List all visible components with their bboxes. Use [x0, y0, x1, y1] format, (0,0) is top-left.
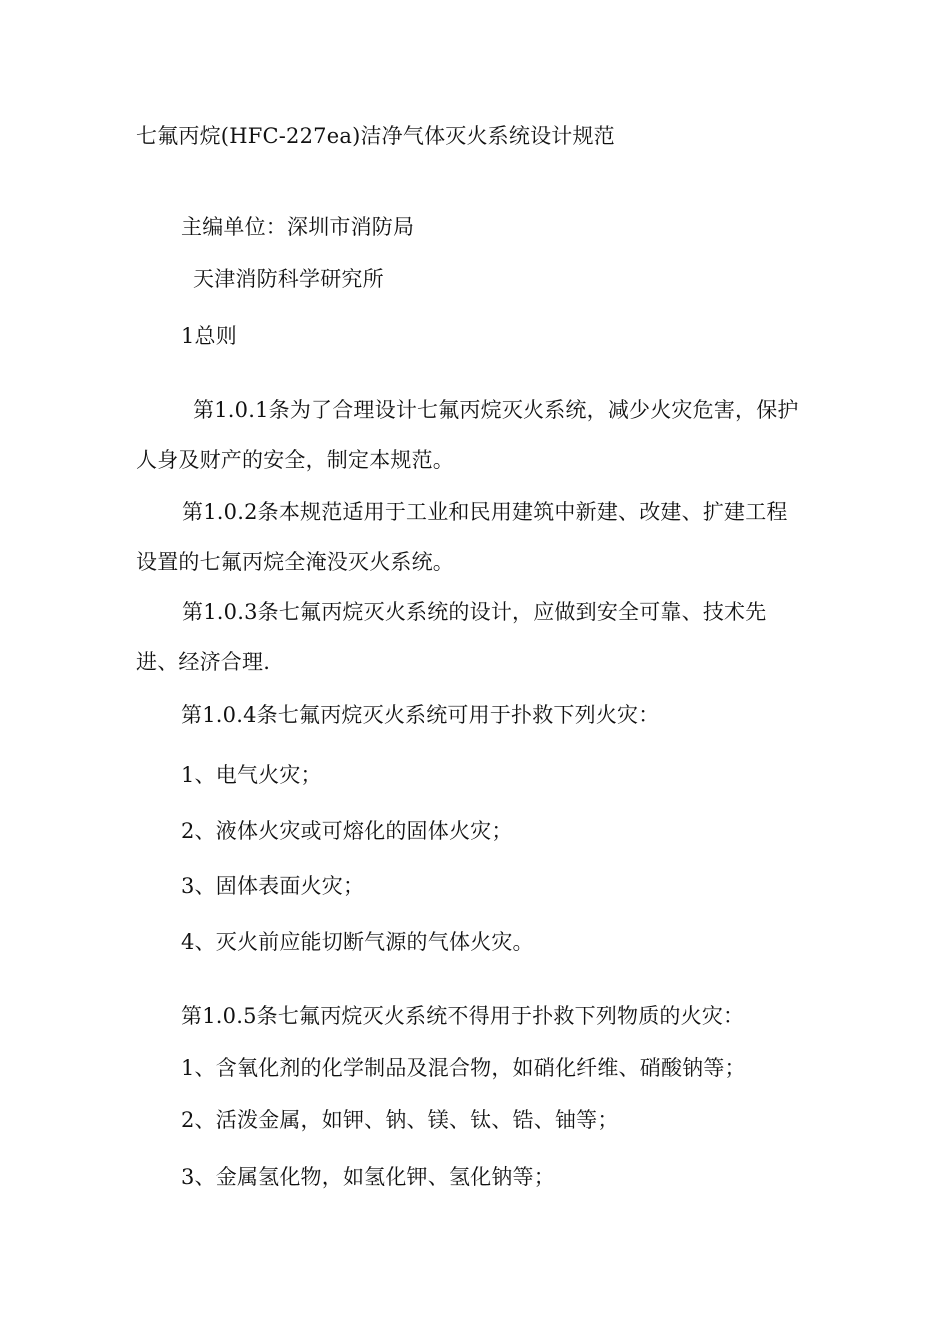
chapter-heading: 1总则 [181, 324, 237, 348]
article-1-0-2: 第1.0.2条本规范适用于工业和民用建筑中新建、改建、扩建工程设置的七氟丙烷全淹没灭火系统。 [136, 500, 788, 574]
article-1-0-3: 第1.0.3条七氟丙烷灭火系统的设计，应做到安全可靠、技术先进、经济合理. [136, 600, 767, 674]
list-item-1-0-4-1: 1、电气火灾； [181, 763, 322, 787]
article-1-0-1: 第1.0.1条为了合理设计七氟丙烷灭火系统，减少火灾危害，保护人身及财产的安全，制定本规范。 [136, 398, 799, 472]
article-1-0-5: 第1.0.5条七氟丙烷灭火系统不得用于扑救下列物质的火灾： [181, 1004, 745, 1028]
editor-unit-line: 主编单位：深圳市消防局 [181, 215, 415, 239]
article-1-0-4: 第1.0.4条七氟丙烷灭火系统可用于扑救下列火灾： [181, 703, 660, 727]
list-item-1-0-4-3: 3、固体表面火灾； [181, 874, 365, 898]
list-item-1-0-4-4: 4、灭火前应能切断气源的气体火灾。 [181, 930, 534, 954]
document-title: 七氟丙烷(HFC-227ea)洁净气体灭火系统设计规范 [136, 124, 615, 148]
list-item-1-0-4-2: 2、液体火灾或可熔化的固体火灾； [181, 819, 513, 843]
list-item-1-0-5-2: 2、活泼金属，如钾、钠、镁、钛、锆、铀等； [181, 1108, 619, 1132]
editor-unit-second-line: 天津消防科学研究所 [193, 267, 384, 291]
list-item-1-0-5-3: 3、金属氢化物，如氢化钾、氢化钠等； [181, 1165, 555, 1189]
list-item-1-0-5-1: 1、含氧化剂的化学制品及混合物，如硝化纤维、硝酸钠等； [181, 1056, 746, 1080]
